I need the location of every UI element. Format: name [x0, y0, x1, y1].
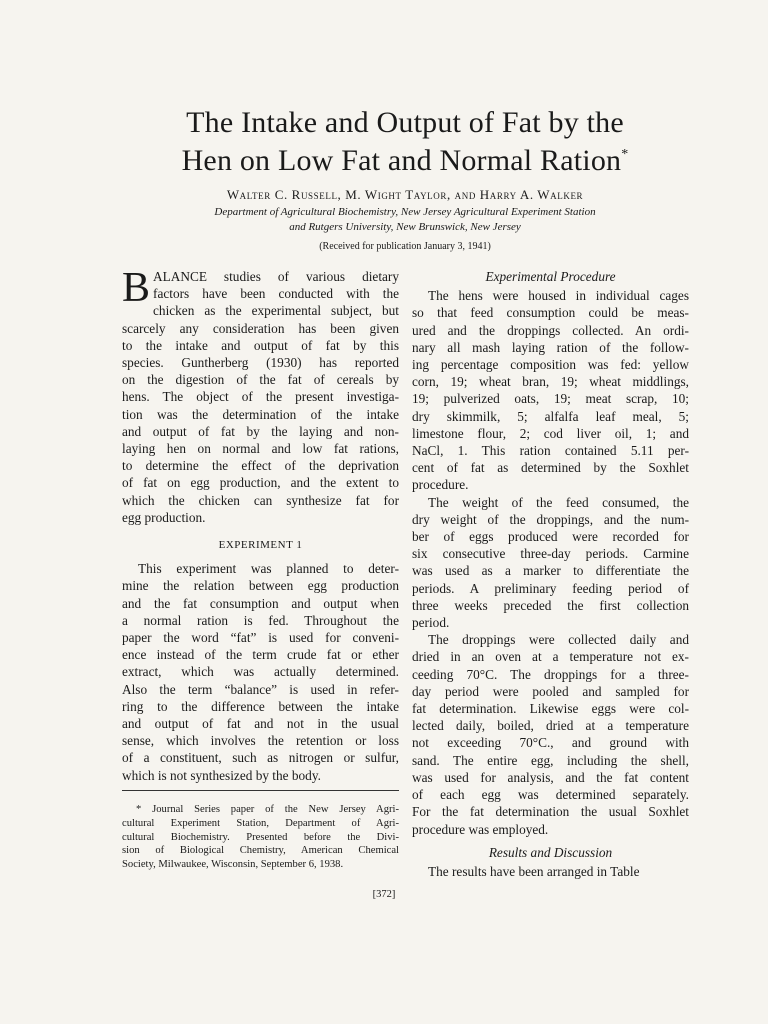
procedure-line: The droppings were collected daily and	[428, 632, 689, 648]
procedure-line: corn, 19; wheat bran, 19; wheat middlings,	[412, 374, 689, 390]
intro-line: chicken as the experimental subject, but	[153, 303, 399, 319]
experiment-line: ence instead of the term crude fat or ether	[122, 647, 399, 663]
title-footnote-mark: *	[621, 147, 629, 162]
intro-line: to the intake and output of fat by this	[122, 337, 399, 353]
intro-line: egg production.	[122, 509, 206, 525]
intro-line: factors have been conducted with the	[153, 286, 399, 302]
experiment-line: This experiment was planned to deter-	[138, 561, 399, 577]
procedure-line: NaCl, 1. This ration contained 5.11 per-	[412, 443, 689, 459]
procedure-line: The weight of the feed consumed, the	[428, 494, 689, 510]
page-number: [372]	[372, 889, 396, 900]
procedure-line: dry weight of the droppings, and the num-	[412, 511, 689, 527]
footnote-divider	[122, 790, 399, 791]
procedure-heading: Experimental Procedure	[485, 269, 616, 284]
experiment-heading: EXPERIMENT 1	[218, 539, 303, 552]
procedure-line: so that feed consumption could be meas-	[412, 305, 689, 321]
procedure-line: dry skimmilk, 5; alfalfa leaf meal, 5;	[412, 408, 689, 424]
experiment-paragraph	[122, 560, 399, 784]
intro-line: tion was the determination of the intake	[122, 406, 399, 422]
procedure-line: ber of eggs produced were recorded for	[412, 529, 689, 545]
procedure-line: ing percentage composition was fed: yellow	[412, 357, 689, 373]
title-line-2-text: Hen on Low Fat and Normal Ration	[181, 144, 622, 177]
procedure-line: cent of fat as determined by the Soxhlet	[412, 460, 689, 476]
experiment-line: ring to the difference between the intake	[122, 698, 399, 714]
intro-lines	[122, 265, 399, 526]
results-heading: Results and Discussion	[488, 844, 613, 860]
intro-line: and output of fat by the laying and non-	[122, 423, 399, 439]
experiment-line: extract, which was actually determined.	[122, 664, 399, 680]
procedure-line: ured and the droppings collected. An ordi-	[412, 322, 689, 338]
procedure-line: dried in an oven at a temperature not ex-	[412, 649, 689, 665]
procedure-line: fat determination. Likewise eggs were col-	[412, 701, 689, 717]
right-column	[412, 268, 689, 880]
procedure-line: not exceeding 70°C., and ground with	[412, 735, 689, 751]
procedure-line: sand. The entire egg, including the shell,	[412, 752, 689, 768]
intro-line: which the chicken can synthesize fat for	[122, 492, 399, 508]
procedure-line: six consecutive three-day periods. Carmine	[412, 546, 689, 562]
author-list: Walter C. Russell, M. Wight Taylor, and Harry A. Walker	[226, 187, 584, 202]
procedure-line: three weeks preceded the first collection	[412, 597, 689, 613]
experiment-line: and output of fat and not in the usual	[122, 716, 399, 732]
intro-line: of fat on egg production, and the extent to	[122, 475, 399, 491]
intro-line: to determine the effect of the deprivation	[122, 458, 399, 474]
article-title	[100, 104, 710, 180]
intro-line: species. Guntherberg (1930) has reported	[122, 355, 399, 371]
drop-cap: B	[122, 265, 151, 311]
experiment-line: which is not synthesized by the body.	[122, 767, 321, 783]
procedure-line: ceeding 70°C. The droppings for a three-	[412, 666, 689, 682]
footnote-line: * Journal Series paper of the New Jersey Agri-	[136, 804, 399, 815]
affiliation	[100, 205, 710, 235]
procedure-line: procedure.	[412, 477, 469, 493]
results-paragraph	[412, 863, 689, 880]
experiment-line: of a constituent, such as nitrogen or sulfur,	[122, 750, 399, 766]
procedure-line: lected daily, boiled, dried at a temperature	[412, 718, 689, 734]
footnote-line: sion of Biological Chemistry, American Chemical	[122, 845, 399, 857]
intro-line: laying hen on normal and low fat rations,	[122, 441, 399, 457]
footnote-line: cultural Biochemistry. Presented before the Divi-	[122, 831, 399, 843]
title-line-2	[100, 142, 710, 180]
procedure-line: nary all mash laying ration of the follow-	[412, 339, 689, 355]
intro-line: on the digestion of the fat of cereals by	[122, 372, 399, 388]
procedure-line: periods. A preliminary feeding period of	[412, 580, 689, 596]
affiliation-line-2: and Rutgers University, New Brunswick, New Jersey	[289, 221, 521, 233]
procedure-line: For the fat determination the usual Soxhlet	[412, 804, 689, 820]
results-line: The results have been arranged in Table	[428, 863, 640, 879]
experiment-line: Also the term “balance” is used in refer-	[122, 681, 399, 697]
procedure-paragraph-3	[412, 631, 689, 837]
experiment-line: sense, which involves the retention or loss	[122, 733, 399, 749]
procedure-paragraph-1	[412, 287, 689, 493]
title-line-1: The Intake and Output of Fat by the	[186, 106, 624, 139]
procedure-line: procedure was employed.	[412, 821, 549, 837]
procedure-line: limestone flour, 2; cod liver oil, 1; and	[412, 425, 689, 441]
intro-line: ALANCE studies of various dietary	[153, 269, 399, 284]
received-date: (Received for publication January 3, 1941)	[319, 241, 491, 252]
experiment-line: and the fat consumption and output when	[122, 595, 399, 611]
experiment-line: mine the relation between egg production	[122, 578, 399, 594]
footnote-line: cultural Experiment Station, Department of Agri-	[122, 817, 399, 829]
intro-line: scarcely any consideration has been given	[122, 320, 399, 336]
intro-paragraph	[122, 265, 399, 526]
procedure-line: was used for analysis, and the fat content	[412, 769, 689, 785]
intro-line: hens. The object of the present investiga-	[122, 389, 399, 405]
procedure-line: day period were pooled and sampled for	[412, 683, 689, 699]
procedure-line: 19; pulverized oats, 19; meat scrap, 10;	[412, 391, 689, 407]
procedure-line: was used as a marker to differentiate the	[412, 563, 689, 579]
procedure-line: The hens were housed in individual cages	[428, 288, 689, 304]
experiment-line: paper the word “fat” is used for conveni-	[122, 630, 399, 646]
experiment-line: a normal ration is fed. Throughout the	[122, 612, 399, 628]
footnote-line: Society, Milwaukee, Wisconsin, September 6, 1938.	[122, 859, 344, 871]
procedure-line: period.	[412, 615, 450, 631]
procedure-paragraph-2	[412, 494, 689, 632]
footnote	[122, 803, 399, 872]
left-column	[122, 265, 399, 784]
procedure-line: of each egg was determined separately.	[412, 787, 689, 803]
affiliation-line-1: Department of Agricultural Biochemistry, New Jersey Agricultural Experiment Station	[214, 206, 596, 218]
